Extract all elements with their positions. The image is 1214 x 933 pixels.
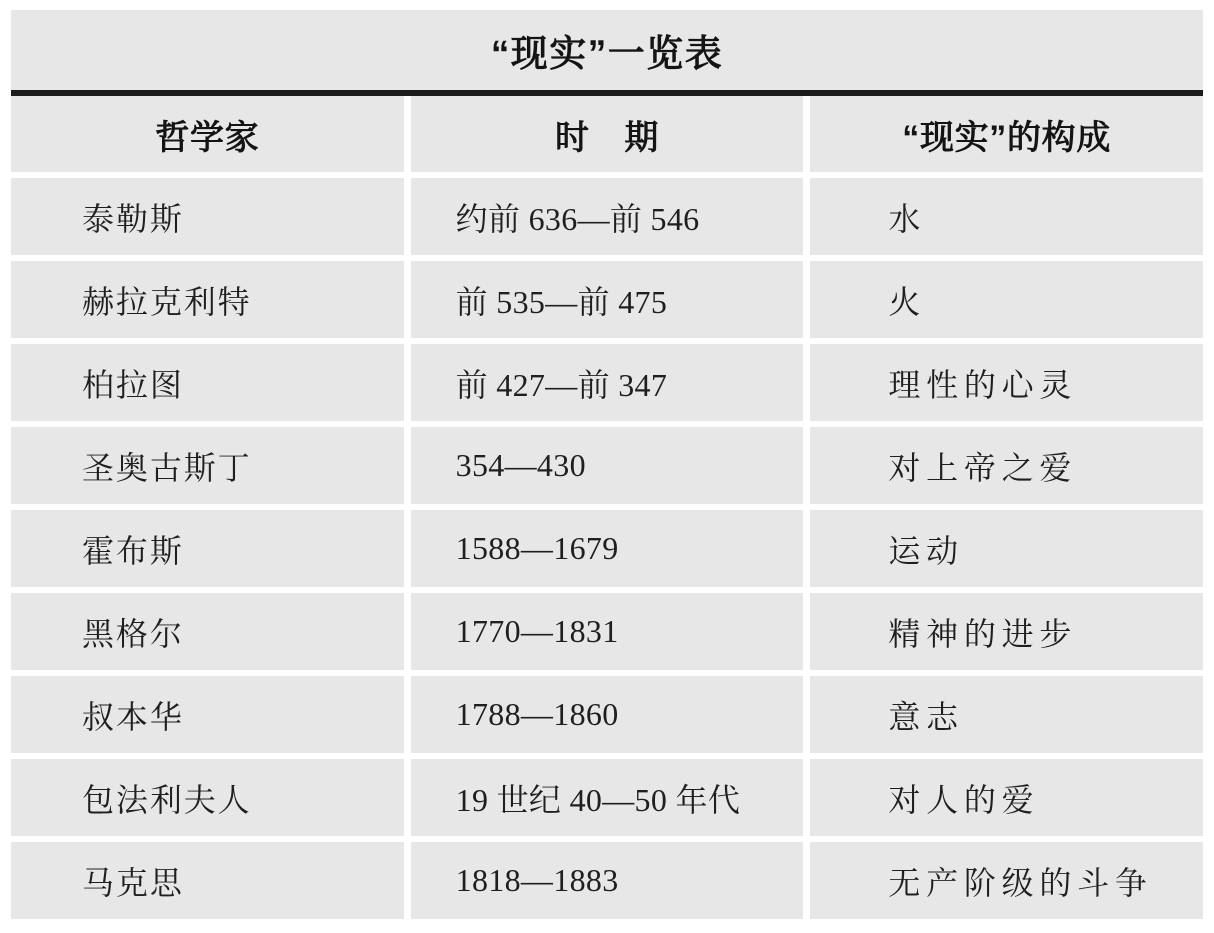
reality-cell: 水	[810, 178, 1203, 255]
philosopher-cell: 柏拉图	[11, 344, 404, 421]
reality-cell: 对上帝之爱	[810, 427, 1203, 504]
table-grid	[11, 96, 1203, 919]
reality-cell: 对人的爱	[810, 759, 1203, 836]
period-cell: 前 535—前 475	[411, 261, 804, 338]
reality-overview-table	[11, 10, 1203, 919]
reality-cell: 意志	[810, 676, 1203, 753]
column-header-philosopher: 哲学家	[11, 96, 404, 172]
period-cell: 1818—1883	[411, 842, 804, 919]
column-header-reality: “现实”的构成	[810, 96, 1203, 172]
philosopher-cell: 马克思	[11, 842, 404, 919]
reality-cell: 理性的心灵	[810, 344, 1203, 421]
philosopher-cell: 赫拉克利特	[11, 261, 404, 338]
reality-cell: 无产阶级的斗争	[810, 842, 1203, 919]
column-header-period: 时 期	[411, 96, 804, 172]
philosopher-cell: 黑格尔	[11, 593, 404, 670]
reality-cell: 精神的进步	[810, 593, 1203, 670]
philosopher-cell: 泰勒斯	[11, 178, 404, 255]
period-cell: 354—430	[411, 427, 804, 504]
philosopher-cell: 圣奥古斯丁	[11, 427, 404, 504]
period-cell: 1770—1831	[411, 593, 804, 670]
period-cell: 前 427—前 347	[411, 344, 804, 421]
philosopher-cell: 包法利夫人	[11, 759, 404, 836]
reality-cell: 火	[810, 261, 1203, 338]
philosopher-cell: 霍布斯	[11, 510, 404, 587]
table-title: “现实”一览表	[11, 10, 1203, 90]
period-cell: 1788—1860	[411, 676, 804, 753]
philosopher-cell: 叔本华	[11, 676, 404, 753]
period-cell: 1588—1679	[411, 510, 804, 587]
period-cell: 约前 636—前 546	[411, 178, 804, 255]
reality-cell: 运动	[810, 510, 1203, 587]
period-cell: 19 世纪 40—50 年代	[411, 759, 804, 836]
